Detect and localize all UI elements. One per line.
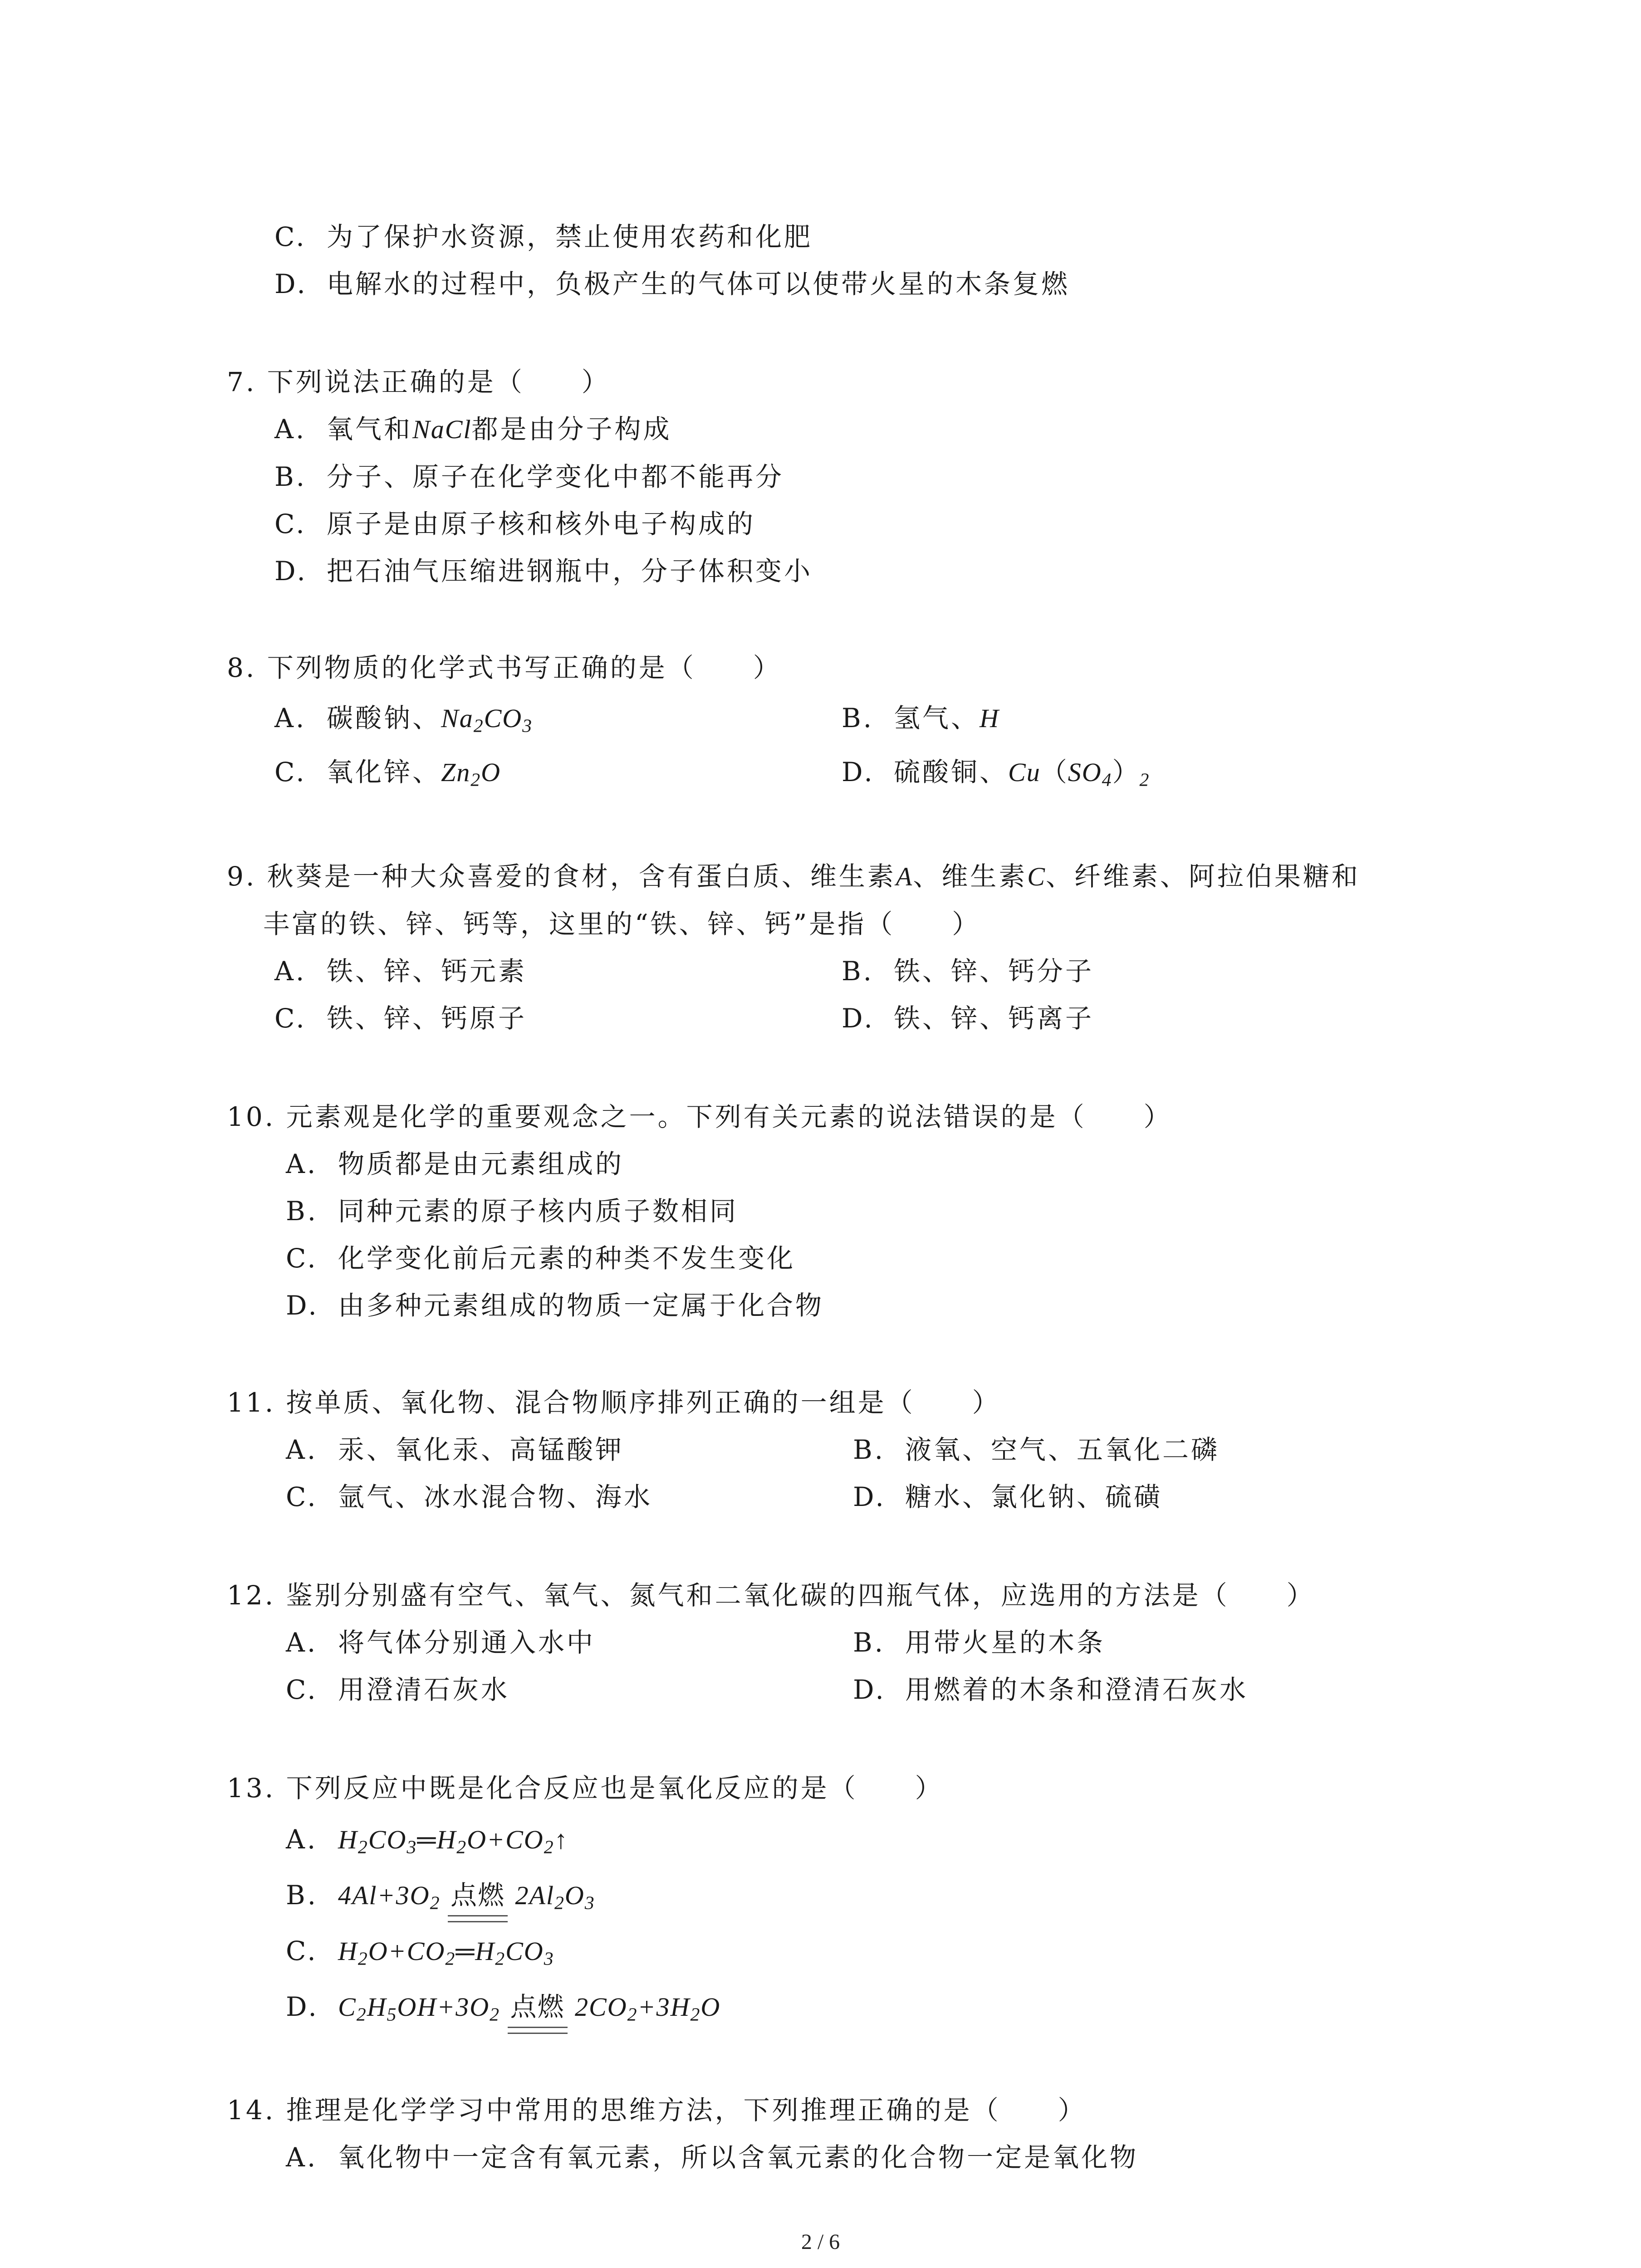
question-12 xyxy=(227,1572,1452,1713)
option-row xyxy=(227,948,1452,995)
option-d xyxy=(842,995,1409,1042)
option-a xyxy=(227,1812,1452,1867)
option-text: 氧化物中一定含有氧元素，所以含氧元素的化合物一定是氧化物 xyxy=(338,2142,1139,2173)
option-label: A. xyxy=(286,2142,318,2173)
option-label: C. xyxy=(286,1936,318,1966)
question-10 xyxy=(227,1093,1452,1329)
question-stem: 12. 鉴别分别盛有空气、氧气、氮气和二氧化碳的四瓶气体，应选用的方法是（ ） xyxy=(227,1580,1315,1611)
option-label: C. xyxy=(274,221,307,252)
question-stem: 7. 下列说法正确的是（ ） xyxy=(227,367,610,397)
option-label: A. xyxy=(286,1149,318,1179)
option-label: B. xyxy=(842,703,874,733)
option-a xyxy=(227,2134,1452,2181)
option-row xyxy=(227,745,1452,799)
option-text: 铁、锌、钙离子 xyxy=(894,1003,1094,1034)
option-b xyxy=(853,1426,1420,1473)
option-text: 用带火星的木条 xyxy=(905,1627,1106,1658)
option-label: C. xyxy=(286,1674,318,1705)
question-stem: 10. 元素观是化学的重要观念之一。下列有关元素的说法错误的是（ ） xyxy=(227,1101,1172,1132)
option-text: 化学变化前后元素的种类不发生变化 xyxy=(338,1243,796,1274)
option-row xyxy=(227,1666,1452,1713)
page-number: 2 / 6 xyxy=(801,2230,840,2254)
equation: $H_2CO_3═H_2O+CO_2↑$ xyxy=(338,1825,568,1858)
option-text: 汞、氧化汞、高锰酸钾 xyxy=(338,1434,624,1465)
option-label: D. xyxy=(853,1481,886,1512)
option-b xyxy=(842,948,1409,995)
option-text: 氢气、 xyxy=(894,703,980,733)
question-8 xyxy=(227,644,1452,799)
option-label: A. xyxy=(286,1627,318,1658)
option-label: D. xyxy=(274,556,308,587)
formula: $Zn_2O$ xyxy=(441,758,501,791)
question-13 xyxy=(227,1765,1452,2035)
question-stem-cont: 丰富的铁、锌、钙等，这里的“铁、锌、钙”是指（ ） xyxy=(263,909,981,939)
option-text: 用澄清石灰水 xyxy=(338,1674,510,1705)
option-text: 电解水的过程中，负极产生的气体可以使带火星的木条复燃 xyxy=(327,269,1070,299)
option-row xyxy=(227,995,1452,1042)
option-label: C. xyxy=(286,1243,318,1274)
option-c xyxy=(227,500,1452,547)
option-label: D. xyxy=(274,269,308,299)
option-text: 将气体分别通入水中 xyxy=(338,1627,596,1658)
equation: $H_2O+CO_2═H_2CO_3$ xyxy=(338,1936,554,1970)
option-a xyxy=(274,691,842,745)
option-label: D. xyxy=(842,1003,875,1034)
option-text: 氧化锌、 xyxy=(327,757,441,787)
option-d xyxy=(842,745,1409,799)
option-label: D. xyxy=(286,1290,319,1321)
option-text: 都是由分子构成 xyxy=(471,414,672,445)
option-text: 铁、锌、钙元素 xyxy=(327,956,527,987)
reaction-condition: 点燃 xyxy=(508,1980,568,2035)
option-label: B. xyxy=(286,1880,318,1911)
option-text: 氧气和 xyxy=(327,414,413,445)
option-d xyxy=(853,1666,1420,1713)
question-14 xyxy=(227,2087,1452,2181)
option-row xyxy=(227,1473,1452,1520)
option-b xyxy=(227,1867,1452,1923)
option-c xyxy=(227,213,1452,260)
option-label: A. xyxy=(286,1434,318,1465)
question-stem: 8. 下列物质的化学式书写正确的是（ ） xyxy=(227,652,782,683)
option-label: C. xyxy=(274,1003,307,1034)
equation: $C_2H_5OH+3O_2$ 点燃 $2CO_2+3H_2O$ xyxy=(338,1992,720,2022)
option-text: 铁、锌、钙原子 xyxy=(327,1003,527,1034)
question-stem: 13. 下列反应中既是化合反应也是氧化反应的是（ ） xyxy=(227,1773,944,1804)
option-label: A. xyxy=(274,703,307,733)
option-label: C. xyxy=(274,757,307,787)
option-label: A. xyxy=(286,1824,318,1855)
option-c xyxy=(286,1666,853,1713)
option-c xyxy=(274,995,842,1042)
question-6-tail xyxy=(227,213,1452,308)
option-label: A. xyxy=(274,956,307,987)
option-row xyxy=(227,691,1452,745)
option-text: 原子是由原子核和核外电子构成的 xyxy=(327,508,756,539)
option-c xyxy=(227,1235,1452,1282)
option-label: C. xyxy=(286,1481,318,1512)
option-text: 氩气、冰水混合物、海水 xyxy=(338,1481,653,1512)
option-d xyxy=(227,1282,1452,1329)
question-11 xyxy=(227,1379,1452,1520)
option-d xyxy=(227,260,1452,308)
question-stem: 9. 秋葵是一种大众喜爱的食材，含有蛋白质、维生素A、维生素C、纤维素、阿拉伯果糖和 xyxy=(227,861,1360,892)
option-d xyxy=(853,1473,1420,1520)
option-label: A. xyxy=(274,414,307,445)
option-a xyxy=(286,1426,853,1473)
option-text: 把石油气压缩进钢瓶中，分子体积变小 xyxy=(327,556,813,587)
option-text: 铁、锌、钙分子 xyxy=(894,956,1094,987)
option-d xyxy=(227,1979,1452,2035)
option-b xyxy=(227,1188,1452,1235)
option-label: B. xyxy=(842,956,874,987)
option-label: B. xyxy=(853,1434,886,1465)
option-label: B. xyxy=(286,1196,318,1227)
option-label: D. xyxy=(286,1991,319,2022)
option-text: 为了保护水资源，禁止使用农药和化肥 xyxy=(327,221,813,252)
option-text: 糖水、氯化钠、硫磺 xyxy=(905,1481,1163,1512)
option-b xyxy=(227,453,1452,500)
option-b xyxy=(842,691,1409,745)
option-c xyxy=(227,1923,1452,1979)
formula: NaCl xyxy=(412,415,472,444)
option-text: 由多种元素组成的物质一定属于化合物 xyxy=(338,1290,824,1321)
equation: $4Al+3O_2$ 点燃 $2Al_2O_3$ xyxy=(338,1881,595,1910)
option-text: 液氧、空气、五氧化二磷 xyxy=(905,1434,1220,1465)
question-stem: 11. 按单质、氧化物、混合物顺序排列正确的一组是（ ） xyxy=(227,1387,1001,1418)
question-stem: 14. 推理是化学学习中常用的思维方法，下列推理正确的是（ ） xyxy=(227,2095,1087,2126)
option-b xyxy=(853,1619,1420,1666)
option-label: B. xyxy=(274,461,307,492)
option-a xyxy=(227,406,1452,453)
option-a xyxy=(286,1619,853,1666)
option-label: D. xyxy=(842,757,875,787)
question-9 xyxy=(227,853,1452,1042)
option-text: 分子、原子在化学变化中都不能再分 xyxy=(327,461,784,492)
option-d xyxy=(227,547,1452,595)
option-c xyxy=(286,1473,853,1520)
reaction-condition: 点燃 xyxy=(448,1868,508,1923)
option-row xyxy=(227,1426,1452,1473)
option-label: C. xyxy=(274,508,307,539)
formula: $Cu(SO_4)_2$ xyxy=(1008,758,1150,791)
option-text: 碳酸钠、 xyxy=(327,703,441,733)
question-7 xyxy=(227,358,1452,595)
option-c xyxy=(274,745,842,799)
formula: H xyxy=(980,704,999,733)
option-label: D. xyxy=(853,1674,886,1705)
option-text: 物质都是由元素组成的 xyxy=(338,1149,624,1179)
option-text: 硫酸铜、 xyxy=(894,757,1009,787)
option-text: 用燃着的木条和澄清石灰水 xyxy=(905,1674,1249,1705)
formula: $Na_2CO_3$ xyxy=(441,704,533,737)
option-label: B. xyxy=(853,1627,886,1658)
option-a xyxy=(227,1140,1452,1188)
option-a xyxy=(274,948,842,995)
option-row xyxy=(227,1619,1452,1666)
option-text: 同种元素的原子核内质子数相同 xyxy=(338,1196,739,1227)
